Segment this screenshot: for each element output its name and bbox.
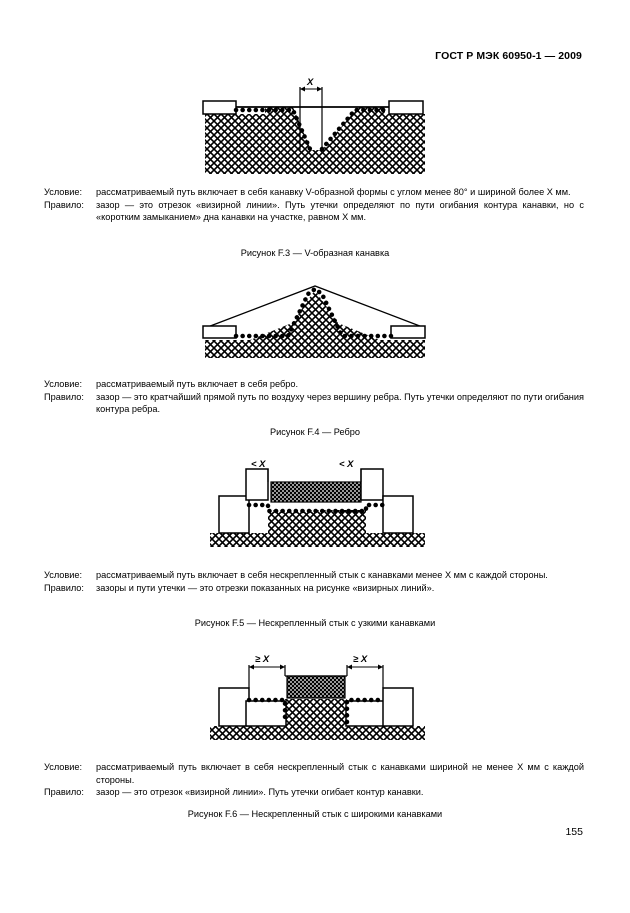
rule-label: Правило: [44, 582, 84, 593]
left-plate [203, 101, 236, 114]
rule-label: Правило: [44, 787, 84, 797]
figure-f3-caption: Рисунок F.3 — V-образная канавка [240, 248, 390, 258]
page-number: 155 [565, 826, 583, 838]
rule-label: Правило: [44, 199, 84, 210]
figure-f5-narrow-grooves [205, 455, 430, 551]
dimension-left-label: < X [251, 459, 266, 470]
rule-text: зазор — это кратчайший прямой путь по воздуху через вершину ребра. Путь утечки определяют по пути огибания контура ребра. [96, 391, 584, 414]
figure-f4-rib [200, 278, 430, 362]
figure-f6-wide-grooves [205, 646, 430, 744]
rule-text: зазор — это отрезок «визирной линии». Путь утечки определяют по пути огибания контура канавки, но с «коротким замыканием» дна канавки на участке, равном X мм. [96, 199, 584, 222]
condition-text: рассматриваемый путь включает в себя канавку V-образной формы с углом менее 80° и шириной более X мм. [96, 187, 571, 197]
condition-label: Условие: [44, 379, 83, 389]
condition-text: рассматриваемый путь включает в себя нескрепленный стык с канавками шириной не менее X мм с каждой стороны. [96, 762, 584, 785]
dimension-right-label: < X [339, 459, 354, 470]
dimension-right-label: ≥ X [353, 654, 368, 665]
top-insulation [287, 676, 345, 698]
condition-text: рассматриваемый путь включает в себя ребро. [96, 379, 299, 389]
dimension-left-label: ≥ X [255, 654, 270, 665]
figure-f4-description [44, 378, 584, 416]
condition-label: Условие: [44, 187, 83, 197]
condition-text: рассматриваемый путь включает в себя нескрепленный стык с канавками менее X мм с каждой стороны. [96, 570, 548, 580]
right-plate [391, 326, 425, 338]
figure-f3-description [44, 186, 584, 224]
rule-text: зазоры и пути утечки — это отрезки показанных на рисунке «визирных линий». [96, 582, 435, 593]
left-plate [203, 326, 236, 338]
dimension-x-label: X [307, 77, 314, 88]
figure-f5-caption: Рисунок F.5 — Нескрепленный стык с узкими канавками [194, 618, 436, 628]
condition-label: Условие: [44, 570, 83, 580]
figure-f4-caption: Рисунок F.4 — Ребро [270, 427, 360, 437]
condition-label: Условие: [44, 762, 83, 772]
rule-label: Правило: [44, 391, 84, 402]
figure-f3-v-groove [200, 72, 430, 180]
top-insulation [271, 482, 361, 502]
figure-f5-description [44, 569, 584, 594]
right-plate [389, 101, 423, 114]
rule-text: зазор — это отрезок «визирной линии». Путь утечки огибает контур канавки. [96, 787, 424, 797]
figure-f6-caption: Рисунок F.6 — Нескрепленный стык с широкими канавками [187, 809, 443, 819]
figure-f6-description [44, 761, 584, 799]
document-header: ГОСТ Р МЭК 60950-1 — 2009 [435, 50, 582, 62]
